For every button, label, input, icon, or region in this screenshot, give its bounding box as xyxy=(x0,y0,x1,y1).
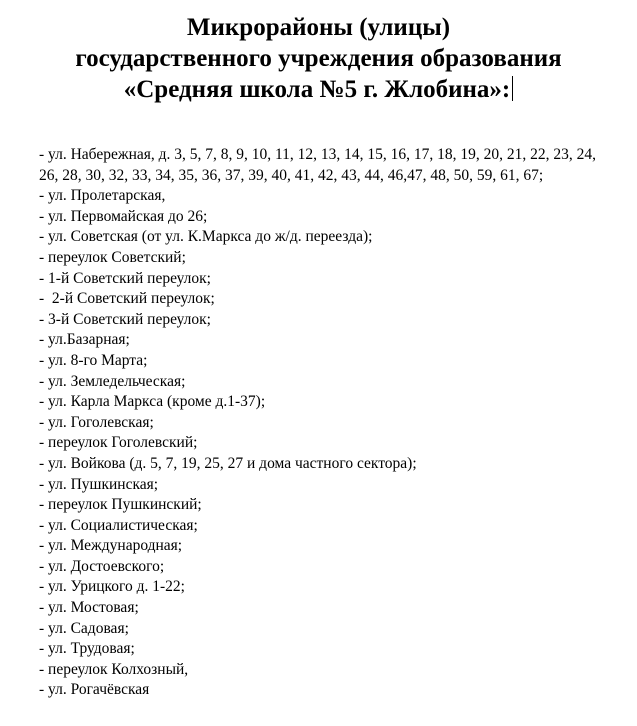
list-item: - ул. Карла Маркса (кроме д.1-37); xyxy=(39,393,266,411)
list-item: - 2-й Советский переулок; xyxy=(39,290,215,308)
streets-list xyxy=(39,145,599,701)
list-item: - ул. Достоевского; xyxy=(39,557,165,575)
text-cursor xyxy=(512,76,513,101)
title-line-3-text: «Средняя школа №5 г. Жлобина»: xyxy=(123,76,511,103)
list-item: - ул. Международная; xyxy=(39,537,183,555)
list-item: - ул. 8-го Марта; xyxy=(39,351,148,369)
list-item: - 3-й Советский переулок; xyxy=(39,310,211,328)
list-item: - переулок Пушкинский; xyxy=(39,496,202,514)
list-item: - 1-й Советский переулок; xyxy=(39,269,211,287)
list-item: - ул. Земледельческая; xyxy=(39,372,186,390)
list-item: - ул. Советская (от ул. К.Маркса до ж/д. переезда); xyxy=(39,228,373,246)
title-line-2: государственного учреждения образования xyxy=(75,45,562,72)
list-item: - ул.Базарная; xyxy=(39,331,130,349)
document-title xyxy=(0,12,637,105)
list-item: - ул. Урицкого д. 1-22; xyxy=(39,578,185,596)
list-item: - ул. Гоголевская; xyxy=(39,413,154,431)
list-item: - переулок Колхозный, xyxy=(39,660,189,678)
list-item: - переулок Советский; xyxy=(39,248,186,266)
list-item: - переулок Гоголевский; xyxy=(39,434,198,452)
list-item: - ул. Трудовая; xyxy=(39,640,135,658)
list-item: - ул. Пролетарская, xyxy=(39,187,166,205)
list-item: - ул. Социалистическая; xyxy=(39,516,198,534)
list-item: - ул. Первомайская до 26; xyxy=(39,207,208,225)
list-item: - ул. Пушкинская; xyxy=(39,475,159,493)
list-item: - ул. Мостовая; xyxy=(39,599,139,617)
list-item: - ул. Набережная, д. 3, 5, 7, 8, 9, 10, 11, 12, 13, 14, 15, 16, 17, 18, 19, 20, 21, 22, 23, 24, 26, 28, 30, 32, 33, 34, 35, 36, 37, 39, 40, 41, 42, 43, 44, 46,47, 48, 50, 59, 61, 67; xyxy=(39,146,600,184)
list-item: - ул. Войкова (д. 5, 7, 19, 25, 27 и дома частного сектора); xyxy=(39,454,417,472)
list-item: - ул. Рогачёвская xyxy=(39,681,150,699)
list-item: - ул. Садовая; xyxy=(39,619,129,637)
title-line-3 xyxy=(0,74,637,105)
title-line-1: Микрорайоны (улицы) xyxy=(186,14,451,41)
